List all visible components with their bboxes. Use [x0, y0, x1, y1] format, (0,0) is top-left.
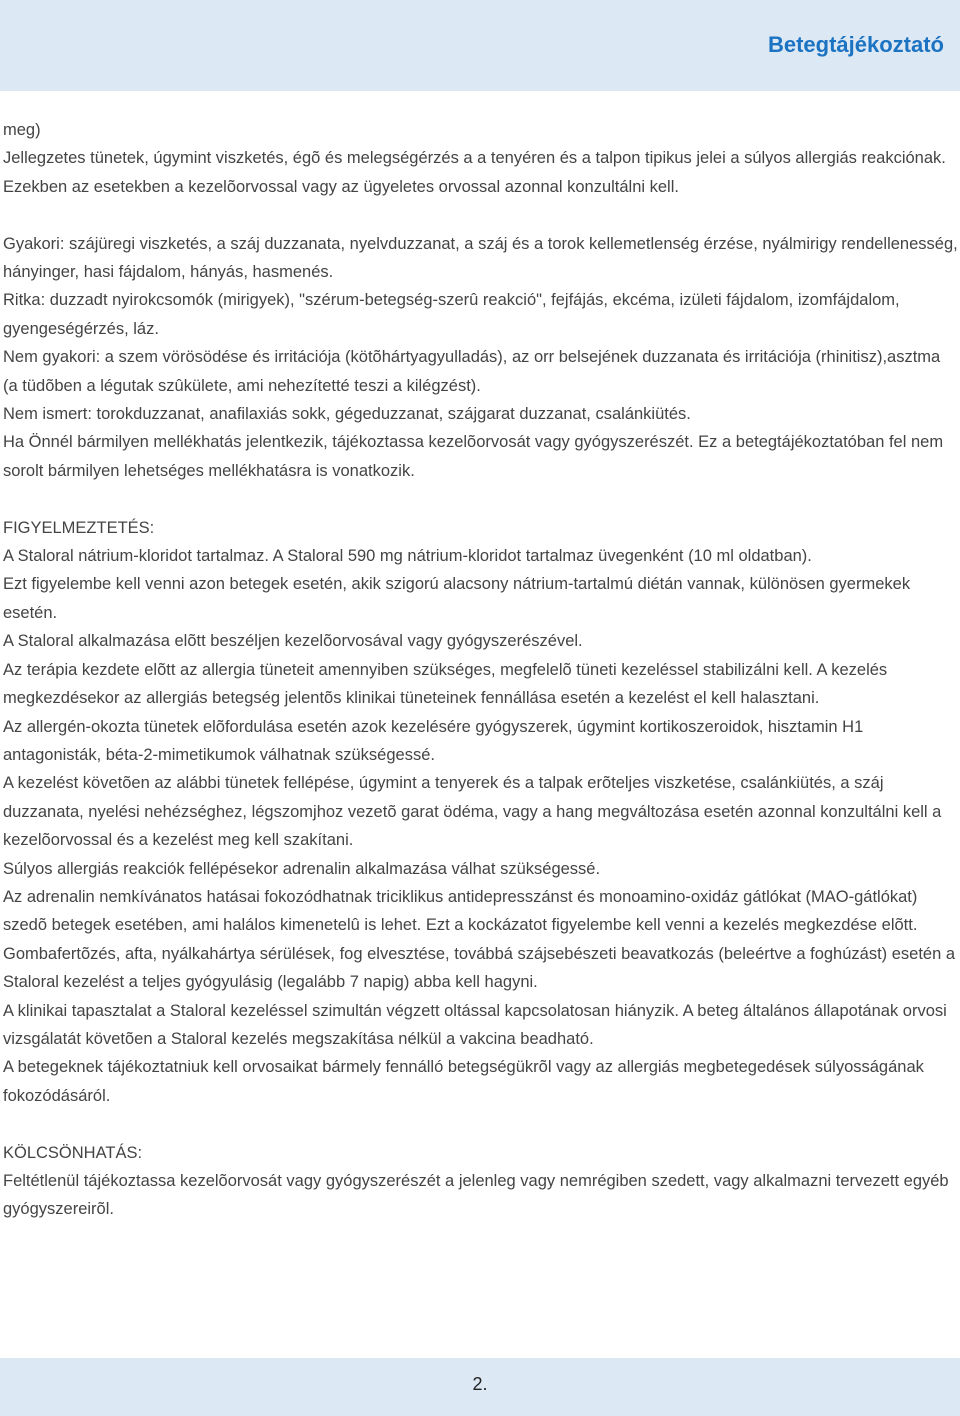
paragraph-vaccination: A klinikai tapasztalat a Staloral kezeléssel szimultán végzett oltással kapcsolatosan hiányzik. A beteg általános állapotának orvosi vizsgálatát követõen a Staloral kezelés megszakítása nélkül a vakcina beadható.: [3, 1001, 947, 1048]
paragraph-stop-treatment: A kezelést követõen az alábbi tünetek fellépése, úgymint a tenyerek és a talpak erõteljes viszketése, csalánkiütés, a száj duzzanata, nyelési nehézséghez, légszomjhoz vezetõ garat ödéma, vagy a hang megváltozása esetén azonnal konzultálni kell a kezelõorvossal és a kezelést meg kell szakítani.: [3, 774, 942, 850]
header-bar: [0, 0, 960, 91]
paragraph-low-sodium-diet: Ezt figyelembe kell venni azon betegek esetén, akik szigorú alacsony nátrium-tartalmú diétán vannak, különösen gyermekek esetén.: [3, 575, 911, 622]
paragraph-spacer: [3, 1110, 958, 1138]
paragraph-common-effects: Gyakori: szájüregi viszketés, a száj duzzanata, nyelvduzzanat, a száj és a torok kellemetlenség érzése, nyálmirigy rendellenesség, hányinger, hasi fájdalom, hányás, hasmenés.: [3, 234, 958, 282]
paragraph-continuation: meg): [3, 121, 41, 139]
paragraph-rare-effects: Ritka: duzzadt nyirokcsomók (mirigyek), "szérum-betegség-szerû reakció", fejfájás, ekcéma, izületi fájdalom, izomfájdalom, gyengeségérzés, láz.: [3, 291, 900, 338]
paragraph-unknown-effects: Nem ismert: torokduzzanat, anafilaxiás sokk, gégeduzzanat, szájgarat duzzanat, csalánkiütés.: [3, 405, 691, 424]
paragraph-sodium-chloride: A Staloral nátrium-kloridot tartalmaz. A Staloral 590 mg nátrium-kloridot tartalmaz üvegenként (10 ml oldatban).: [3, 547, 812, 566]
paragraph-adrenalin: Súlyos allergiás reakciók fellépésekor adrenalin alkalmazása válhat szükségessé.: [3, 859, 601, 878]
paragraph-spacer: [3, 201, 958, 229]
paragraph-spacer: [3, 485, 958, 513]
paragraph-consult-before-use: A Staloral alkalmazása elõtt beszéljen kezelõorvosával vagy gyógyszerészével.: [3, 632, 583, 651]
paragraph-uncommon-effects: Nem gyakori: a szem vörösödése és irritációja (kötõhártyagyulladás), az orr belsejének duzzanata és irritációja (rhinitisz),asztma (a tüdõben a légutak szûkülete, ami nehezítetté teszi a kilégzést).: [3, 348, 941, 395]
paragraph-interactions: Feltétlenül tájékoztassa kezelõorvosát vagy gyógyszerészét a jelenleg vagy nemrégiben szedett, vagy alkalmazni tervezett egyéb gyógyszereirõl.: [3, 1171, 949, 1219]
paragraph-report-effects: Ha Önnél bármilyen mellékhatás jelentkezik, tájékoztassa kezelõorvosát vagy gyógyszerészét. Ez a betegtájékoztatóban fel nem sorolt bármilyen lehetséges mellékhatásra is vonatkozik.: [3, 433, 944, 480]
paragraph-allergy-symptoms: Jellegzetes tünetek, úgymint viszketés, égõ és melegségérzés a a tenyéren és a talpon tipikus jelei a súlyos allergiás reakciónak. Ezekben az esetekben a kezelõorvossal vagy az ügyeletes orvossal azonnal konzultálni kell.: [3, 149, 946, 196]
paragraph-oral-conditions: Gombafertõzés, afta, nyálkahártya sérülések, fog elvesztése, továbbá szájsebészeti beavatkozás (beleértve a foghúzást) esetén a Staloral kezelést a teljes gyógyulásig (legalább 7 napig) abba kell hagyni.: [3, 944, 956, 992]
document-title: Betegtájékoztató: [767, 32, 944, 57]
paragraph-therapy-start: Az terápia kezdete elõtt az allergia tüneteit amennyiben szükséges, megfelelõ tüneti kezeléssel stabilizálni kell. A kezelés megkezdésekor az allergiás betegség jelentõs klinikai tüneteinek fennállása esetén a kezelést el kell halasztani.: [3, 660, 888, 708]
paragraph-symptom-treatment: Az allergén-okozta tünetek elõfordulása esetén azok kezelésére gyógyszerek, úgymint kortikoszeroidok, hisztamin H1 antagonisták, béta-2-mimetikumok válhatnak szükségessé.: [3, 717, 864, 764]
footer-bar: [0, 1358, 960, 1416]
section-heading-warning: FIGYELMEZTETÉS:: [3, 518, 155, 537]
paragraph-inform-doctor: A betegeknek tájékoztatniuk kell orvosaikat bármely fennálló betegségükrõl vagy az allergiás megbetegedések súlyosságának fokozódásáról.: [3, 1058, 924, 1105]
page-number: 2.: [472, 1374, 488, 1394]
paragraph-adrenalin-risks: Az adrenalin nemkívánatos hatásai fokozódhatnak triciklikus antidepresszánst és monoamino-oxidáz gátlókat (MAO-gátlókat) szedõ betegek esetében, ami halálos kimenetelû is lehet. Ezt a kockázatot figyelembe kell venni a kezelés megkezdése elõtt.: [3, 887, 918, 935]
section-heading-interaction: KÖLCSÖNHATÁS:: [3, 1143, 143, 1162]
document-body: [3, 116, 958, 1224]
